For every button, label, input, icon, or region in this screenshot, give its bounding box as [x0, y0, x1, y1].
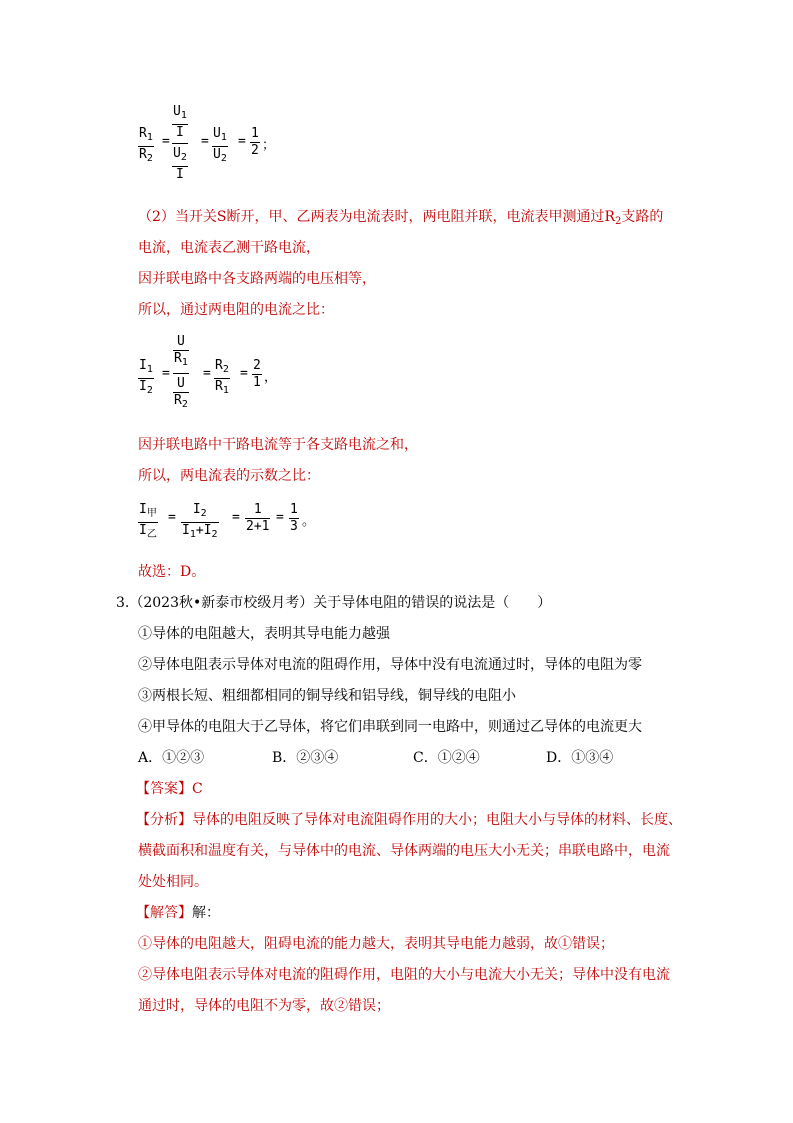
fraction-compound-u-over-i — [172, 104, 188, 183]
eq3-f2-den-a-sub: 1 — [189, 529, 196, 540]
eq1-lhs-num: R — [139, 126, 147, 141]
equals-sign: = — [162, 366, 170, 381]
eq1-big-den-top-sub: 2 — [180, 152, 187, 163]
eq2-lhs-num: I — [139, 358, 147, 373]
solution-line-1: ①导体的电阻越大，阻碍电流的能力越大，表明其导电能力越弱，故①错误； — [138, 936, 614, 952]
analysis-line-3: 处处相同。 — [138, 874, 208, 890]
eq3-f2-num: I — [192, 502, 201, 517]
eq2-mid-num-sub: 2 — [222, 364, 229, 375]
para2-line1-sub: 2 — [615, 216, 622, 227]
fraction-one-over-two-plus-one — [245, 502, 270, 535]
fraction-i1-i2 — [138, 358, 154, 399]
eq1-punct: ； — [262, 138, 276, 153]
para2-line1 — [138, 207, 663, 232]
eq1-mid-den-sub: 2 — [220, 153, 227, 164]
fraction-ijia-iyi — [138, 502, 158, 543]
previous-answer: 故选：D。 — [138, 564, 206, 580]
eq1-lhs-den: R — [139, 147, 147, 162]
solution-line-2: ②导体电阻表示导体对电流的阻碍作用，电阻的大小与电流大小无关；导体中没有电流 — [138, 967, 670, 983]
eq1-big-den-bottom: I — [176, 167, 184, 182]
eq3-f4-num: 1 — [290, 502, 298, 517]
para2-line4: 所以，通过两电阻的电流之比： — [138, 302, 334, 318]
solution-head-text: 解： — [192, 905, 220, 921]
fraction-i2-over-sum — [181, 502, 219, 543]
fraction-one-half — [250, 126, 260, 159]
fraction-one-third — [289, 502, 299, 535]
equals-sign: = — [168, 510, 176, 525]
option-c: C．①②④ — [413, 750, 480, 766]
eq3-lhs-num-sub: 甲 — [146, 508, 157, 519]
eq2-big-num-top: U — [177, 334, 185, 349]
question-3-stem: 3.（2023秋•新泰市校级月考）关于导体电阻的错误的说法是（ ） — [116, 595, 552, 611]
eq2-res-den: 1 — [253, 375, 261, 390]
eq3-f4-den: 3 — [290, 519, 298, 534]
para2-line5: 因并联电路中干路电流等于各支路电流之和， — [138, 437, 418, 453]
analysis-tag: 【分析】 — [136, 812, 192, 828]
equals-sign: = — [238, 134, 246, 149]
eq2-mid-den-sub: 1 — [222, 385, 229, 396]
analysis-line-2: 横截面积和温度有关，与导体中的电流、导体两端的电压大小无关；串联电路中，电流 — [138, 843, 670, 859]
eq2-lhs-den: I — [139, 379, 147, 394]
fraction-compound-u-over-r — [173, 334, 189, 413]
analysis-line-1 — [136, 810, 682, 830]
eq3-f3-num: 1 — [253, 502, 262, 517]
eq1-big-num-top: U — [173, 104, 181, 119]
eq1-res-num: 1 — [251, 126, 259, 141]
para2-line6: 所以，两电流表的示数之比： — [138, 468, 320, 484]
question-3-item-2: ②导体电阻表示导体对电流的阻碍作用，导体中没有电流通过时，导体的电阻为零 — [138, 657, 642, 673]
fraction-u1-u2 — [212, 126, 228, 167]
eq3-f3-den: 2+1 — [246, 519, 270, 534]
eq3-f2-den-a: I — [182, 523, 190, 538]
option-b: B．②③④ — [272, 750, 339, 766]
fraction-r2-r1 — [214, 358, 230, 399]
eq1-lhs-num-sub: 1 — [146, 132, 153, 143]
eq3-lhs-den: I — [139, 523, 147, 538]
para2-line1-end: 支路的 — [621, 209, 664, 225]
fraction-two-over-one — [252, 358, 262, 391]
answer-tag: 【答案】 — [136, 781, 192, 797]
option-d: D．①③④ — [546, 750, 614, 766]
solution-head — [136, 903, 220, 923]
analysis-text-1: 导体的电阻反映了导体对电流阻碍作用的大小；电阻大小与导体的材料、长度、 — [192, 812, 682, 828]
eq2-mid-den: R — [215, 379, 223, 394]
eq3-lhs-den-sub: 乙 — [146, 529, 157, 540]
eq2-res-num: 2 — [253, 358, 261, 373]
eq2-big-den-top: U — [177, 376, 185, 391]
equals-sign: = — [240, 366, 248, 381]
eq3-f2-den-plus: + — [195, 523, 204, 538]
eq1-lhs-den-sub: 2 — [146, 153, 153, 164]
eq1-big-num-bottom: I — [176, 125, 184, 140]
eq2-lhs-den-sub: 2 — [146, 385, 153, 396]
eq2-big-num-bottom: R — [174, 351, 182, 366]
eq1-big-den-top: U — [173, 146, 181, 161]
eq3-lhs-num: I — [139, 502, 147, 517]
answer-line — [136, 779, 203, 799]
eq2-big-den-bottom: R — [174, 393, 182, 408]
eq2-big-num-bottom-sub: 1 — [181, 357, 188, 368]
eq2-lhs-num-sub: 1 — [146, 364, 153, 375]
eq2-big-den-bottom-sub: 2 — [181, 399, 188, 410]
question-3-item-1: ①导体的电阻越大，表明其导电能力越强 — [138, 626, 390, 642]
eq2-mid-num: R — [215, 358, 223, 373]
equals-sign: = — [203, 366, 211, 381]
solution-line-3: 通过时，导体的电阻不为零，故②错误； — [138, 998, 390, 1014]
eq3-f2-den-b-sub: 2 — [211, 529, 218, 540]
equals-sign: = — [201, 134, 209, 149]
para2-line2: 电流，电流表乙测干路电流， — [138, 240, 320, 256]
para2-line3: 因并联电路中各支路两端的电压相等， — [138, 271, 376, 287]
answer-value: C — [192, 781, 203, 797]
question-3-item-4: ④甲导体的电阻大于乙导体，将它们串联到同一电路中，则通过乙导体的电流更大 — [138, 719, 642, 735]
eq1-mid-num-sub: 1 — [220, 132, 227, 143]
eq1-mid-den: U — [213, 147, 221, 162]
fraction-r1-r2 — [138, 126, 154, 167]
option-a: A．①②③ — [138, 750, 205, 766]
equals-sign: = — [162, 134, 170, 149]
para2-line1-text: （2）当开关S断开，甲、乙两表为电流表时，两电阻并联，电流表甲测通过R — [138, 209, 616, 225]
eq1-res-den: 2 — [251, 143, 259, 158]
eq3-f2-num-sub: 2 — [200, 508, 207, 519]
eq1-mid-num: U — [213, 126, 221, 141]
eq2-punct: ， — [264, 370, 278, 385]
equals-sign: = — [232, 510, 240, 525]
eq3-f2-den-b: I — [203, 523, 212, 538]
eq1-big-num-top-sub: 1 — [180, 110, 187, 121]
eq3-punct: 。 — [302, 514, 316, 529]
question-3-item-3: ③两根长短、粗细都相同的铜导线和铝导线，铜导线的电阻小 — [138, 688, 516, 704]
equals-sign: = — [276, 510, 284, 525]
solution-tag: 【解答】 — [136, 905, 192, 921]
